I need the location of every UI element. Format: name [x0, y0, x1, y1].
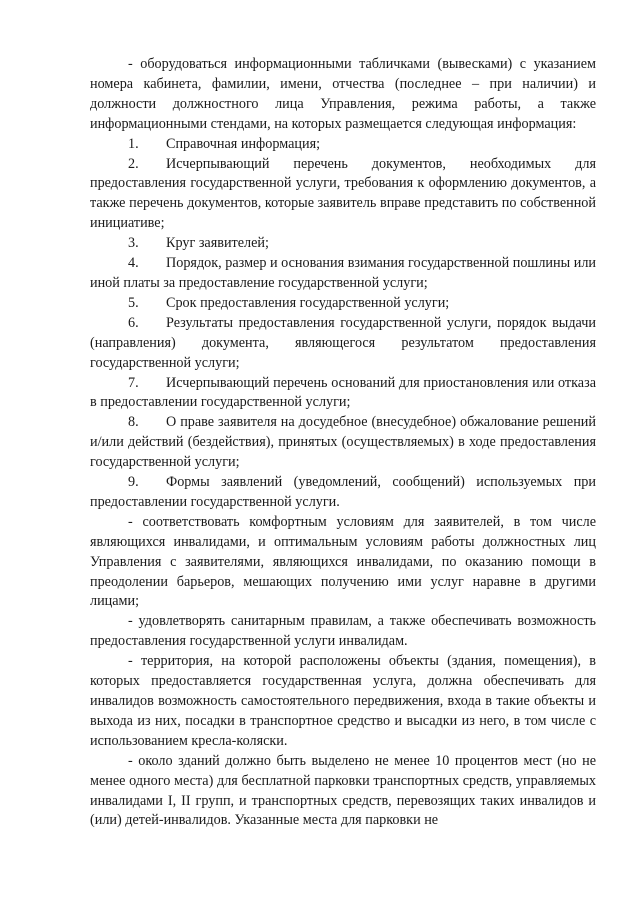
list-item	[90, 254, 596, 294]
paragraph-parking: - около зданий должно быть выделено не менее 10 процентов мест (но не менее одного места) для бесплатной парковки транспортных средств, управляемых инвалидами I, II групп, и транспортных средств, перевозящих таких инвалидов и (или) детей-инвалидов. Указанные места для парковки не	[90, 752, 596, 829]
list-item	[90, 473, 596, 513]
list-number: 5.	[128, 294, 139, 311]
list-number: 3.	[128, 235, 139, 252]
list-item	[90, 413, 596, 473]
list-number: 9.	[128, 474, 139, 491]
list-text: Исчерпывающий перечень оснований для приостановления или отказа в предоставлении государственной услуги;	[90, 374, 596, 411]
list-item	[90, 294, 596, 314]
list-text: Справочная информация;	[166, 135, 321, 152]
list-item	[90, 155, 596, 235]
list-text: Круг заявителей;	[166, 235, 269, 252]
paragraph-territory: - территория, на которой расположены объекты (здания, помещения), в которых предоставляется государственная услуга, должна обеспечивать для инвалидов возможность самостоятельного передвижения, входа в такие объекты и выхода из них, посадки в транспортное средство и высадки из него, в том числе с использованием кресла-коляски.	[90, 653, 596, 749]
list-number: 1.	[128, 135, 139, 152]
paragraph-sanitary-rules: - удовлетворять санитарным правилам, а также обеспечивать возможность предоставления государственной услуги инвалидам.	[90, 613, 596, 650]
info-list	[90, 135, 596, 513]
list-number: 4.	[128, 255, 139, 272]
list-text: Исчерпывающий перечень документов, необходимых для предоставления государственной услуги, требования к оформлению документов, а также перечень документов, которые заявитель вправе представить по собственной инициативе;	[90, 155, 596, 232]
list-text: Порядок, размер и основания взимания государственной пошлины или иной платы за предоставление государственной услуги;	[90, 255, 596, 291]
list-number: 8.	[128, 414, 139, 431]
list-item	[90, 135, 596, 155]
list-number: 6.	[128, 314, 139, 331]
list-text: Срок предоставления государственной услуги;	[166, 294, 450, 311]
list-item	[90, 314, 596, 374]
list-number: 2.	[128, 155, 139, 172]
paragraph-comfort-conditions: - соответствовать комфортным условиям для заявителей, в том числе являющихся инвалидами, и оптимальным условиям работы должностных лиц Управления с заявителями, являющихся инвалидами, по оказанию помощи в преодолении барьеров, мешающих получению ими услуг наравне в другими лицами;	[90, 513, 596, 610]
list-text: О праве заявителя на досудебное (внесудебное) обжалование решений и/или действий (бездействия), принятых (осуществляемых) в ходе предоставления государственной услуги;	[90, 414, 596, 471]
list-text: Формы заявлений (уведомлений, сообщений) используемых при предоставлении государственной услуги.	[90, 474, 596, 510]
list-item	[90, 374, 596, 414]
list-number: 7.	[128, 374, 139, 391]
list-item	[90, 234, 596, 254]
list-text: Результаты предоставления государственной услуги, порядок выдачи (направления) документа, являющегося результатом предоставления государственной услуги;	[90, 314, 596, 371]
paragraph-signage: - оборудоваться информационными табличками (вывесками) с указанием номера кабинета, фамилии, имени, отчества (последнее – при наличии) и должности должностного лица Управления, режима работы, а также информационными стендами, на которых размещается следующая информация:	[90, 56, 596, 132]
document-page	[90, 55, 596, 831]
